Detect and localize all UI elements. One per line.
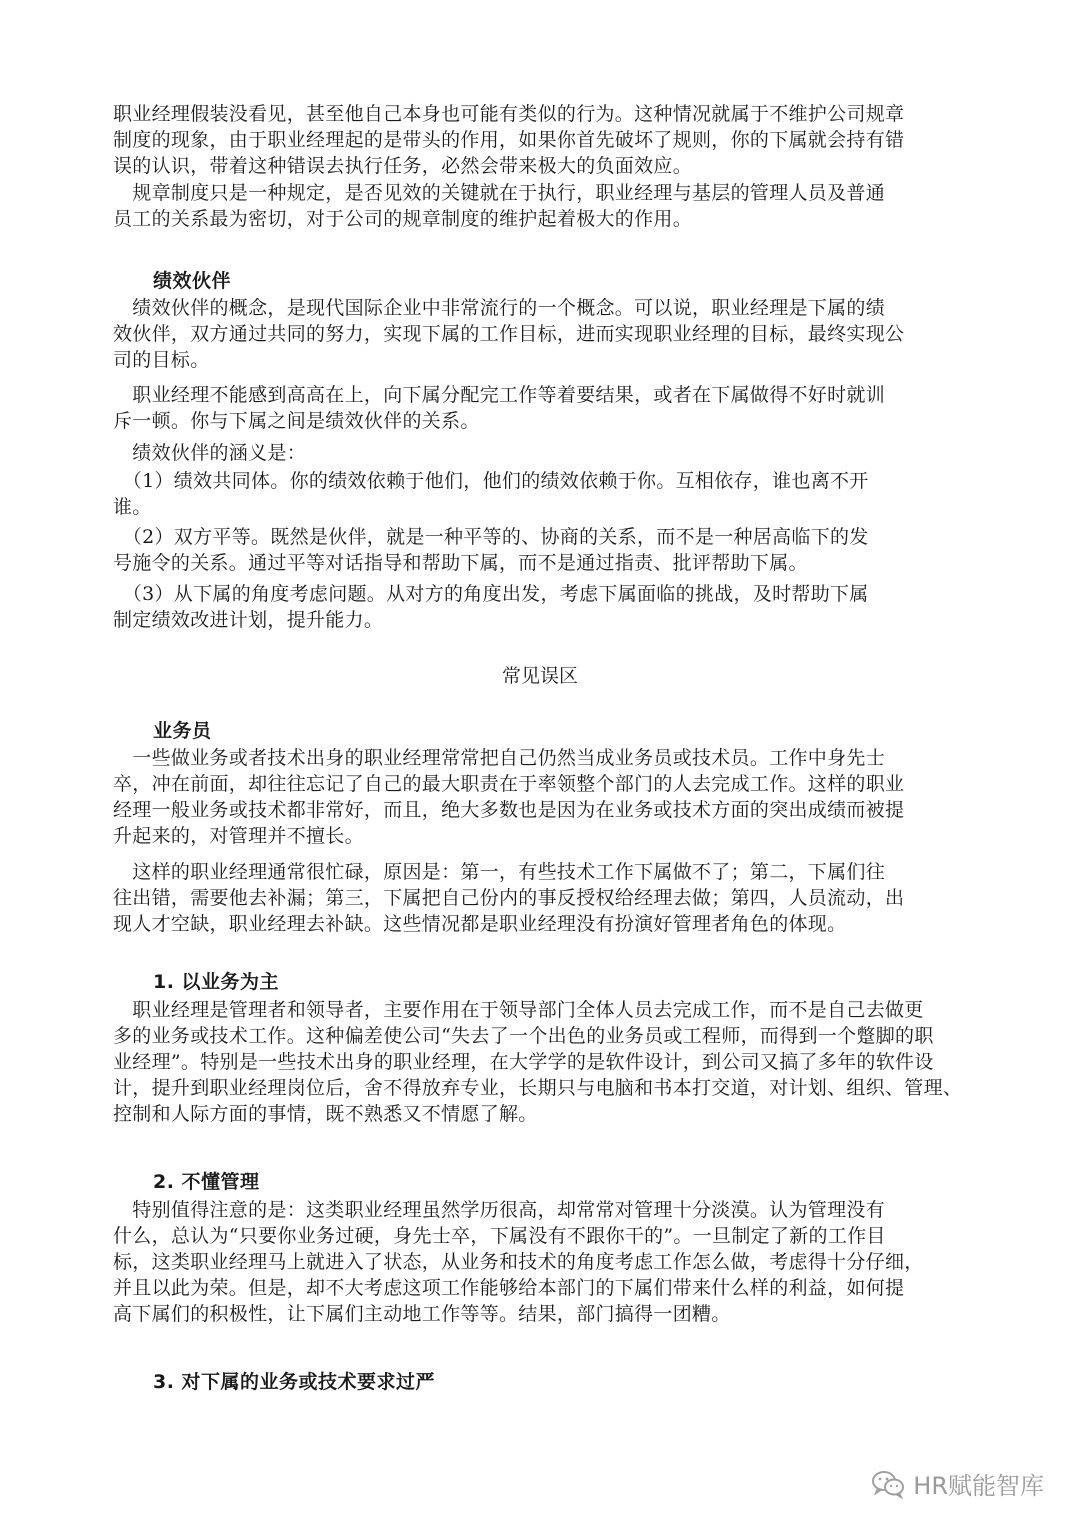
text-line: 绩效伙伴的概念，是现代国际企业中非常流行的一个概念。可以说，职业经理是下属的绩 <box>113 297 886 319</box>
text-line: 职业经理不能感到高高在上，向下属分配完工作等着要结果，或者在下属做得不好时就训 <box>113 384 886 406</box>
paragraph-point-2 <box>113 524 1001 576</box>
text-line: 职业经理是管理者和领导者，主要作用在于领导部门全体人员去完成工作，而不是自己去做更 <box>113 999 924 1021</box>
text-line: 经理一般业务或技术都非常好，而且，绝大多数也是因为在业务或技术方面的突出成绩而被提 <box>113 799 905 821</box>
text-line: 这样的职业经理通常很忙碌，原因是：第一，有些技术工作下属做不了；第二，下属们往 <box>113 861 886 883</box>
paragraph-busy-reasons <box>113 859 1001 937</box>
text-line: 高下属们的积极性，让下属们主动地工作等等。结果，部门搞得一团糟。 <box>113 1303 731 1325</box>
text-line: 特别值得注意的是：这类职业经理虽然学历很高，却常常对管理十分淡漠。认为管理没有 <box>113 1199 886 1221</box>
paragraph-partner-meaning <box>113 440 1001 466</box>
paragraph-point-1 <box>113 468 1001 520</box>
paragraph-point-3 <box>113 581 1001 633</box>
text-line: 效伙伴，双方通过共同的努力，实现下属的工作目标，进而实现职业经理的目标，最终实现公 <box>113 323 905 345</box>
text-line: 斥一顿。你与下属之间是绩效伙伴的关系。 <box>113 410 480 432</box>
text-line: 业经理”。特别是一些技术出身的职业经理，在大学学的是软件设计，到公司又搞了多年的软件设 <box>113 1051 934 1073</box>
text-line: （2）双方平等。既然是伙伴，就是一种平等的、协商的关系，而不是一种居高临下的发 <box>113 526 869 548</box>
text-line: 控制和人际方面的事情，既不熟悉又不情愿了解。 <box>113 1103 538 1125</box>
text-line: 谁。 <box>113 496 152 518</box>
paragraph-not-superior <box>113 382 1001 434</box>
text-line: 升起来的，对管理并不擅长。 <box>113 825 364 847</box>
text-line: 规章制度只是一种规定，是否见效的关键就在于执行，职业经理与基层的管理人员及普通 <box>113 182 886 204</box>
paragraph-salesman-desc <box>113 745 1001 849</box>
paragraph-no-management <box>113 1197 1001 1327</box>
heading-business-first: 1. 以业务为主 <box>153 971 280 993</box>
text-line: 计，提升到职业经理岗位后，舍不得放弃专业，长期只与电脑和书本打交道，对计划、组织、管理、 <box>113 1077 963 1099</box>
text-line: 制度的现象，由于职业经理起的是带头的作用，如果你首先破坏了规则，你的下属就会持有错 <box>113 129 905 151</box>
text-line: 号施令的关系。通过平等对话指导和帮助下属，而不是通过指责、批评帮助下属。 <box>113 552 808 574</box>
text-line: 卒，冲在前面，却往往忘记了自己的最大职责在于率领整个部门的人去完成工作。这样的职业 <box>113 773 905 795</box>
heading-performance-partner: 绩效伙伴 <box>153 270 232 292</box>
section-title-common-mistakes: 常见误区 <box>501 665 578 687</box>
paragraph-rule-violation <box>113 101 1001 179</box>
watermark-text: HR赋能智库 <box>913 1472 1044 1500</box>
text-line: （3）从下属的角度考虑问题。从对方的角度出发，考虑下属面临的挑战，及时帮助下属 <box>113 583 869 605</box>
text-line: 绩效伙伴的涵义是： <box>113 442 307 464</box>
text-line: 什么，总认为“只要你业务过硬，身先士卒，下属没有不跟你干的”。一旦制定了新的工作目 <box>113 1225 886 1247</box>
watermark <box>871 1466 1044 1501</box>
text-line: 司的目标。 <box>113 349 210 371</box>
text-line: （1）绩效共同体。你的绩效依赖于他们，他们的绩效依赖于你。互相依存，谁也离不开 <box>113 470 869 492</box>
paragraph-rules-execution <box>113 180 1001 232</box>
text-line: 多的业务或技术工作。这种偏差使公司“失去了一个出色的业务员或工程师，而得到一个蹩脚的职 <box>113 1025 934 1047</box>
text-line: 一些做业务或者技术出身的职业经理常常把自己仍然当成业务员或技术员。工作中身先士 <box>113 747 886 769</box>
text-line: 职业经理假装没看见，甚至他自己本身也可能有类似的行为。这种情况就属于不维护公司规章 <box>113 103 905 125</box>
text-line: 现人才空缺，职业经理去补缺。这些情况都是职业经理没有扮演好管理者角色的体现。 <box>113 913 847 935</box>
heading-no-management: 2. 不懂管理 <box>153 1171 260 1193</box>
text-line: 往出错，需要他去补漏；第三，下属把自己份内的事反授权给经理去做；第四，人员流动，出 <box>113 887 905 909</box>
text-line: 并且以此为荣。但是，却不大考虑这项工作能够给本部门的下属们带来什么样的利益，如何提 <box>113 1277 905 1299</box>
text-line: 制定绩效改进计划，提升能力。 <box>113 609 384 631</box>
heading-salesman: 业务员 <box>153 720 212 742</box>
paragraph-business-first <box>113 997 1001 1127</box>
heading-strict-requirements: 3. 对下属的业务或技术要求过严 <box>153 1371 436 1393</box>
paragraph-partner-concept <box>113 295 1001 373</box>
wechat-icon <box>871 1469 905 1499</box>
text-line: 员工的关系最为密切，对于公司的规章制度的维护起着极大的作用。 <box>113 208 693 230</box>
text-line: 误的认识，带着这种错误去执行任务，必然会带来极大的负面效应。 <box>113 155 693 177</box>
text-line: 标，这类职业经理马上就进入了状态，从业务和技术的角度考虑工作怎么做，考虑得十分仔细， <box>113 1251 924 1273</box>
